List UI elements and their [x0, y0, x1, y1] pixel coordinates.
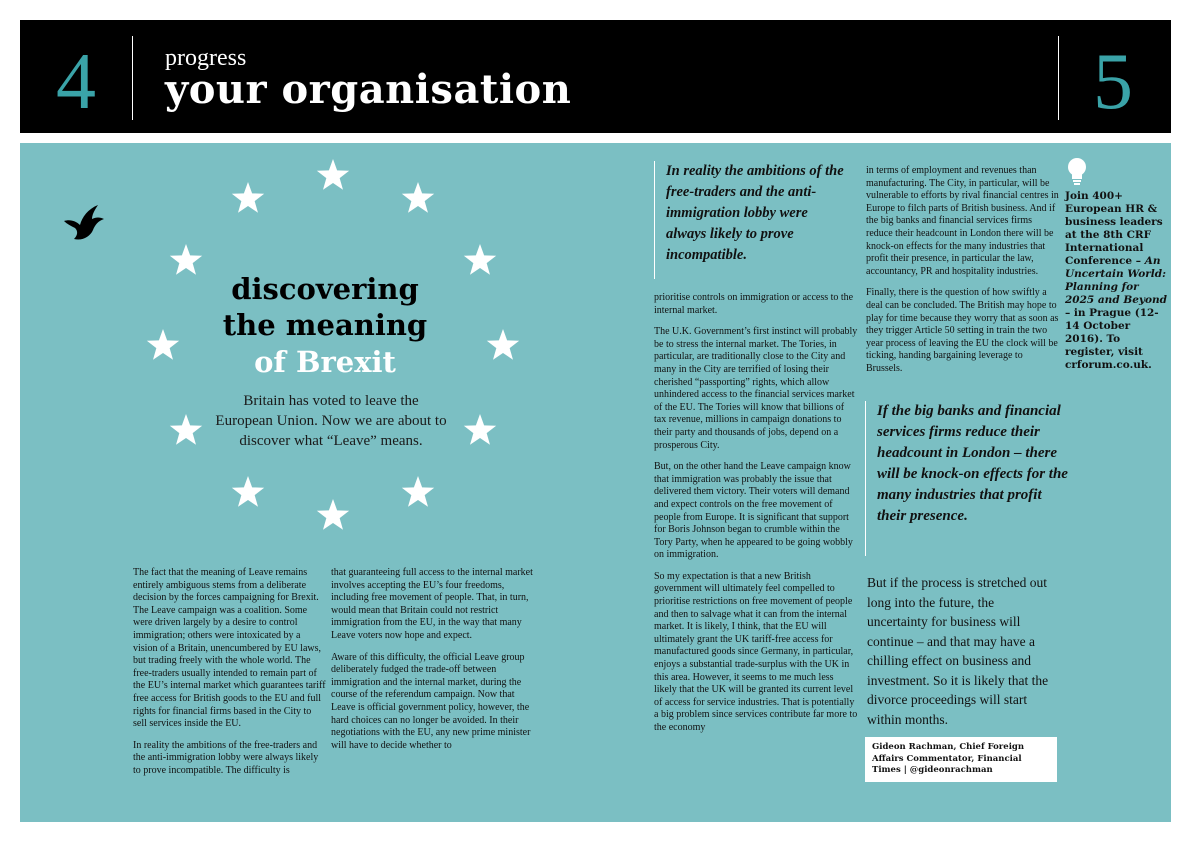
author-credit: Gideon Rachman, Chief Foreign Affairs Commentator, Financial Times | @gideonrachman — [865, 737, 1057, 782]
article-column-3 — [654, 292, 858, 744]
star-icon — [462, 412, 498, 448]
article-column-1 — [133, 567, 326, 787]
content-panel — [20, 143, 1171, 822]
title-line-3: of Brexit — [254, 345, 396, 379]
star-icon — [315, 157, 351, 193]
divider-right — [1058, 36, 1059, 120]
promo-tail: – in Prague (12-14 October 2016). To register, visit crforum.co.uk. — [1065, 307, 1159, 371]
paragraph: So my expectation is that a new British government will ultimately feel compelled to prioritise restrictions on free movement of people and then to salvage what it can from the internal market. It is likely, I think, that the EU will ultimately grant the UK tariff-free access for manufactured goods since Germany, in particular, enjoys a substantial trade-surplus with the UK in this area. However, it seems to me much less likely that the UK will be granted its current level of access for service industries. That is potentially a big problem since services contribute far more to the economy — [654, 570, 858, 733]
paragraph: The U.K. Government’s first instinct will probably be to stress the internal market. The Tories, in particular, are traditionally close to the City and many in the City are terrified of losing their cherished “passporting” rights, which allow unhindered access to the financial services market of the EU. The Tories will know that billions of tax revenue, millions in campaign donations to their party and thousands of jobs, depend on a prosperous City. — [654, 326, 858, 451]
star-icon — [400, 474, 436, 510]
article-column-4 — [866, 165, 1060, 385]
pull-quote-1: In reality the ambitions of the free-traders and the anti-immigration lobby were always likely to prove incompatible. — [654, 161, 850, 279]
paragraph: Finally, there is the question of how swiftly a deal can be concluded. The British may hope to play for time because they worry that as soon as they trigger Article 50 setting in train the two year process of leaving the EU the clock will be ticking, handing bargaining leverage to Brussels. — [866, 287, 1059, 374]
closing-paragraph: But if the process is stretched out long into the future, the uncertainty for business will continue – and that may have a chilling effect on business and investment. So it is likely that the divorce proceedings will start within months. — [867, 575, 1049, 727]
conference-promo — [1065, 190, 1169, 372]
section-label-big: your organisation — [165, 66, 572, 113]
promo-lead: Join 400+ European HR & business leaders at the 8th CRF International Conference – — [1065, 190, 1163, 267]
paragraph: But, on the other hand the Leave campaign know that immigration was probably the issue that delivered them victory. Their voters will demand and expect controls on the free movement of people from Europe. It is significant that support for Boris Johnson began to crumble within the Tory Party, when he appeared to be going wobbly on immigration. — [654, 461, 853, 561]
pull-quote-2: If the big banks and financial services firms reduce their headcount in London – there will be knock-on effects for the many industries that profit their presence. — [865, 401, 1073, 556]
paragraph: that guaranteeing full access to the internal market involves accepting the EU’s four freedoms, including free movement of people. That, in turn, would mean that Britain could not restrict immigration from the EU, in the way that many Leave voters now hope and expect. — [331, 567, 533, 641]
header-bar — [20, 20, 1171, 133]
star-icon — [400, 180, 436, 216]
article-subtitle: Britain has voted to leave the European Union. Now we are about to discover what “Leave” means. — [215, 393, 447, 449]
star-icon — [485, 327, 521, 363]
paragraph: in terms of employment and revenues than manufacturing. The City, in particular, will be vulnerable to efforts by rival financial centres in Europe to filch parts of British business. And if the big banks and financial services firms reduce their headcount in London there will be knock-on effects for the many industries that profit their presence, in particular the law, accountancy, PR and hospitality industries. — [866, 165, 1059, 277]
paragraph: The fact that the meaning of Leave remains entirely ambiguous stems from a deliberate decision by the forces campaigning for Brexit. The Leave campaign was a coalition. Some were driven largely by a desire to control immigration; others were intoxicated by a vision of a Britain, unencumbered by EU laws, but trading freely with the whole world. The free-traders usually intended to remain part of the EU’s internal market which guarantees tariff free access for British goods to the EU and full rights for financial firms based in the City to sell services inside the EU. — [133, 567, 326, 730]
star-icon — [315, 497, 351, 533]
bird-icon — [62, 203, 106, 243]
page-number-right: 5 — [1093, 38, 1133, 126]
section-label-small: progress — [165, 45, 247, 71]
paragraph: In reality the ambitions of the free-traders and the anti-immigration lobby were always likely to prove incompatible. The difficulty is — [133, 739, 319, 776]
divider-left — [132, 36, 133, 120]
paragraph: Aware of this difficulty, the official Leave group deliberately fudged the trade-off between immigration and the internal market, during the course of the referendum campaign. Now that Leave is official government policy, however, the hard choices can no longer be avoided. In their negotiations with the EU, any new prime minister will have to decide whether to — [331, 651, 531, 751]
title-line-1: discovering — [231, 272, 419, 306]
article-column-2 — [331, 567, 538, 761]
star-icon — [230, 180, 266, 216]
title-line-2: the meaning — [222, 308, 428, 342]
lightbulb-icon — [1066, 157, 1088, 187]
article-title — [160, 271, 490, 381]
paragraph: prioritise controls on immigration or access to the internal market. — [654, 292, 854, 316]
star-icon — [168, 412, 204, 448]
star-icon — [230, 474, 266, 510]
promo-event-title: An Uncertain World: Planning for 2025 and Beyond — [1065, 255, 1167, 306]
page-number-left: 4 — [56, 38, 96, 126]
